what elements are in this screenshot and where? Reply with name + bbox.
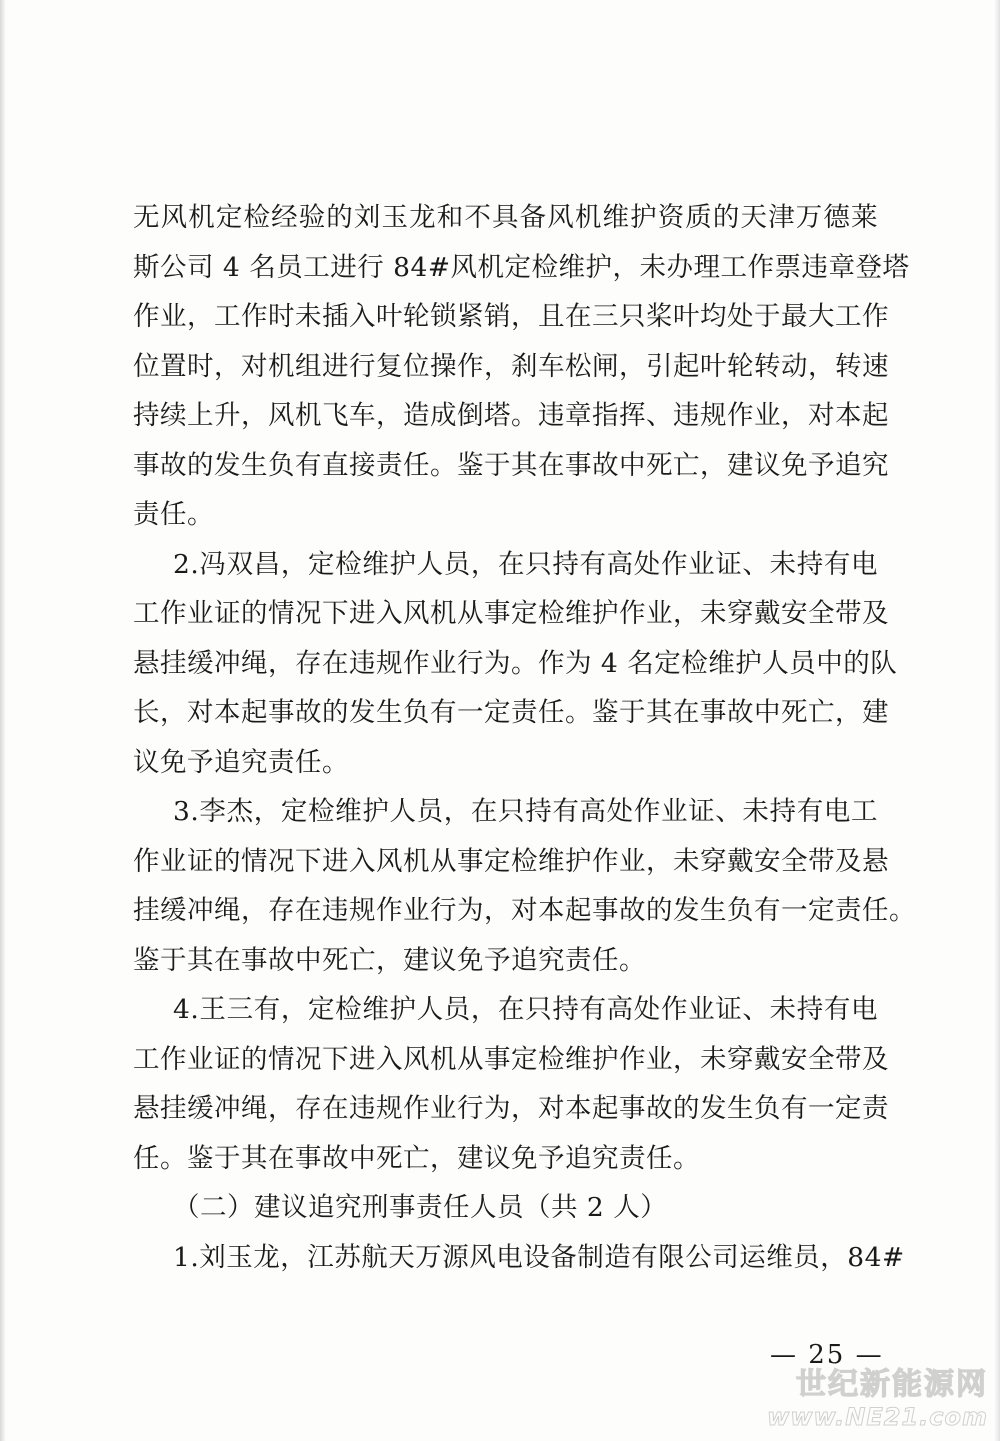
text-line: 工作业证的情况下进入风机从事定检维护作业，未穿戴安全带及 (133, 1043, 889, 1075)
text-line: 1.刘玉龙，江苏航天万源风电设备制造有限公司运维员，84# (173, 1241, 905, 1273)
text-line: 4.王三有，定检维护人员，在只持有高处作业证、未持有电 (173, 994, 878, 1025)
watermark-url: www.NE21.com (767, 1403, 988, 1431)
text-line: 无风机定检经验的刘玉龙和不具备风机维护资质的天津万德莱 (133, 202, 878, 233)
text-line: 悬挂缓冲绳，存在违规作业行为，对本起事故的发生负有一定责 (133, 1093, 889, 1124)
body-text (133, 193, 916, 1282)
text-line: 任。鉴于其在事故中死亡，建议免予追究责任。 (133, 1142, 700, 1174)
text-line: 悬挂缓冲绳，存在违规作业行为。作为 4 名定检维护人员中的队 (133, 647, 898, 679)
text-line: 长，对本起事故的发生负有一定责任。鉴于其在事故中死亡，建 (133, 697, 889, 728)
text-line: 斯公司 4 名员工进行 84#风机定检维护，未办理工作票违章登塔 (133, 251, 910, 283)
text-line: 工作业证的情况下进入风机从事定检维护作业，未穿戴安全带及 (133, 598, 889, 629)
text-line: 鉴于其在事故中死亡，建议免予追究责任。 (133, 944, 646, 976)
text-line: 责任。 (133, 499, 214, 530)
text-line: 议免予追究责任。 (133, 746, 349, 778)
text-line: 位置时，对机组进行复位操作，刹车松闸，引起叶轮转动，转速 (133, 350, 889, 382)
watermark-logo (767, 1359, 988, 1431)
text-line: 作业，工作时未插入叶轮锁紧销，且在三只桨叶均处于最大工作 (133, 301, 889, 332)
text-line: 挂缓冲绳，存在违规作业行为，对本起事故的发生负有一定责任。 (133, 895, 916, 926)
scan-edge-left (0, 0, 6, 1441)
scan-edge-right (994, 0, 1000, 1441)
section-heading: （二）建议追究刑事责任人员（共 2 人） (173, 1192, 668, 1223)
text-line: 事故的发生负有直接责任。鉴于其在事故中死亡，建议免予追究 (133, 449, 889, 481)
text-line: 持续上升，风机飞车，造成倒塔。违章指挥、违规作业，对本起 (133, 400, 889, 431)
text-line: 2.冯双昌，定检维护人员，在只持有高处作业证、未持有电 (173, 548, 878, 580)
text-line: 3.李杰，定检维护人员，在只持有高处作业证、未持有电工 (173, 796, 878, 827)
page-number: — 25 — (770, 1340, 884, 1370)
text-line: 作业证的情况下进入风机从事定检维护作业，未穿戴安全带及悬 (133, 845, 889, 877)
watermark-title: 世纪新能源网 (796, 1367, 988, 1402)
